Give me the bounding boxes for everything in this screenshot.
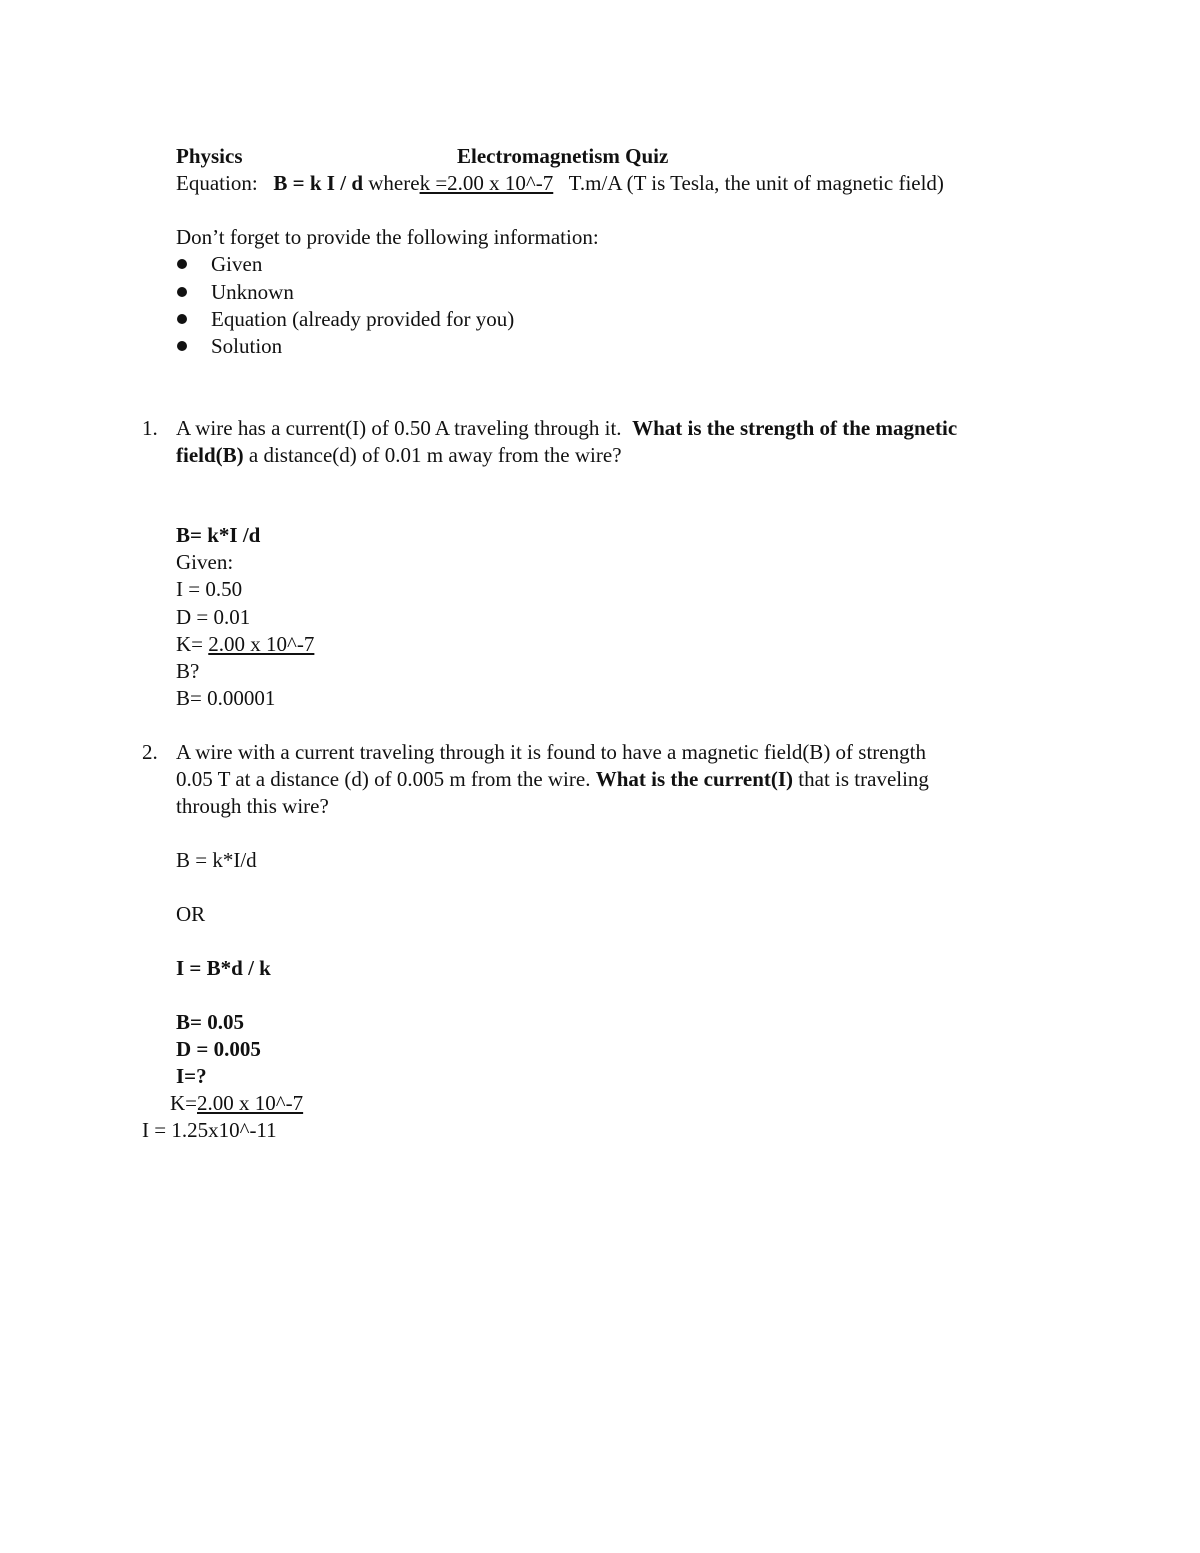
answer-1-i-value: I = 0.50: [176, 577, 243, 601]
answer-2-d-value: D = 0.005: [176, 1037, 261, 1061]
equation-line: [176, 170, 944, 197]
bullet-icon: [177, 341, 187, 351]
answer-2-k-value: 2.00 x 10^-7: [197, 1091, 304, 1115]
list-item: Solution: [211, 334, 283, 358]
question-2-number: 2.: [142, 740, 158, 764]
answer-2-result: I = 1.25x10^-11: [142, 1118, 277, 1142]
question-1-prompt-cont: field(B): [176, 443, 244, 467]
question-2-line-3: through this wire?: [176, 794, 329, 818]
question-2-text: 0.05 T at a distance (d) of 0.005 m from the wire.: [176, 767, 596, 791]
list-item: Unknown: [211, 280, 294, 304]
equation-formula: B = k I / d: [273, 171, 363, 195]
instructions-intro: Don’t forget to provide the following information:: [176, 225, 599, 249]
list-item: Equation (already provided for you): [211, 307, 515, 331]
answer-1-d-value: D = 0.01: [176, 605, 251, 629]
quiz-title: Electromagnetism Quiz: [457, 144, 669, 168]
question-2-line-1: A wire with a current traveling through it is found to have a magnetic field(B) of strength: [176, 740, 926, 764]
question-1-number: 1.: [142, 416, 158, 440]
question-1-text-cont: a distance(d) of 0.01 m away from the wire?: [243, 443, 622, 467]
answer-1-k-line: [176, 631, 314, 658]
list-item: Given: [211, 252, 263, 276]
question-2-line-2: [176, 766, 929, 793]
bullet-icon: [177, 259, 187, 269]
equation-where: where: [368, 171, 420, 195]
answer-1-given-label: Given:: [176, 550, 234, 574]
answer-2-unknown: I=?: [176, 1064, 207, 1088]
question-1-text: A wire has a current(I) of 0.50 A traveling through it.: [176, 416, 622, 440]
answer-1-formula: B= k*I /d: [176, 523, 261, 547]
question-1-line-2: [176, 442, 622, 469]
subject-heading: Physics: [176, 144, 243, 168]
unit-note: T.m/A (T is Tesla, the unit of magnetic field): [568, 171, 944, 195]
bullet-icon: [177, 314, 187, 324]
equation-label: Equation:: [176, 171, 258, 195]
bullet-icon: [177, 287, 187, 297]
answer-1-k-label: K=: [176, 632, 209, 656]
answer-1-result: B= 0.00001: [176, 686, 276, 710]
answer-2-rearranged-formula: I = B*d / k: [176, 956, 271, 980]
answer-2-or: OR: [176, 902, 206, 926]
answer-2-k-label: K=: [170, 1091, 198, 1115]
question-1-line-1: [176, 415, 957, 442]
answer-1-k-value: 2.00 x 10^-7: [208, 632, 315, 656]
answer-1-unknown: B?: [176, 659, 200, 683]
answer-2-b-value: B= 0.05: [176, 1010, 244, 1034]
question-2-text-end: that is traveling: [793, 767, 929, 791]
answer-2-k-line: [170, 1090, 303, 1117]
question-1-prompt: What is the strength of the magnetic: [632, 416, 958, 440]
question-2-prompt: What is the current(I): [595, 767, 794, 791]
k-constant: k =2.00 x 10^-7: [419, 171, 554, 195]
answer-2-formula: B = k*I/d: [176, 848, 257, 872]
